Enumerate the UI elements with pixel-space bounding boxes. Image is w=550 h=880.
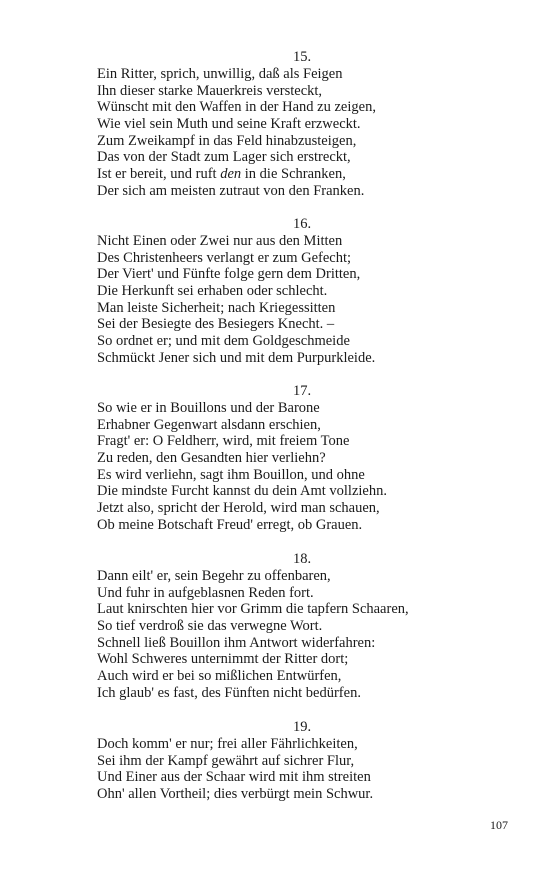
verse-line: So tief verdroß sie das verwegne Wort. (97, 618, 323, 635)
stanza-16 (97, 216, 517, 367)
verse-line: Laut knirschten hier vor Grimm die tapfern Schaaren, (97, 601, 409, 618)
verse-line: Sei ihm der Kampf gewährt auf sichrer Flur, (97, 752, 355, 769)
verse-line: Der Viert' und Fünfte folge gern dem Dritten, (97, 266, 361, 283)
stanza-number: 16. (292, 216, 312, 232)
verse-line: Das von der Stadt zum Lager sich erstreckt, (97, 149, 351, 166)
verse-line: Wünscht mit den Waffen in der Hand zu zeigen, (97, 99, 376, 116)
verse-line: So wie er in Bouillons und der Barone (97, 400, 320, 416)
page-number: 107 (490, 818, 508, 832)
stanza-18 (97, 551, 517, 702)
verse-line: Ohn' allen Vortheil; dies verbürgt mein Schwur. (97, 786, 374, 803)
verse-line: Zu reden, den Gesandten hier verliehn? (97, 450, 326, 467)
verse-line: Man leiste Sicherheit; nach Kriegessitten (97, 299, 336, 316)
verse-line: Ist er bereit, und ruft den in die Schranken, (97, 166, 346, 183)
verse-line: Und Einer aus der Schaar wird mit ihm streiten (97, 769, 371, 786)
verse-line: Doch komm' er nur; frei aller Fährlichkeiten, (97, 736, 358, 752)
verse-line: So ordnet er; und mit dem Goldgeschmeide (97, 333, 350, 350)
verse-line: Jetzt also, spricht der Herold, wird man schauen, (97, 500, 380, 517)
stanza-number: 17. (292, 383, 312, 399)
verse-line: Erhabner Gegenwart alsdann erschien, (97, 416, 321, 433)
verse-line: Zum Zweikampf in das Feld hinabzusteigen, (97, 132, 357, 149)
stanza-17 (97, 383, 517, 534)
verse-line: Und fuhr in aufgeblasnen Reden fort. (97, 584, 314, 601)
verse-line: Auch wird er bei so mißlichen Entwürfen, (97, 668, 342, 685)
verse-line: Dann eilt' er, sein Begehr zu offenbaren, (97, 568, 331, 584)
verse-line: Ich glaub' es fast, des Fünften nicht bedürfen. (97, 684, 361, 701)
verse-line: Des Christenheers verlangt er zum Gefecht; (97, 249, 352, 266)
verse-line: Wohl Schweres unternimmt der Ritter dort; (97, 651, 349, 668)
verse-line: Fragt' er: O Feldherr, wird, mit freiem Tone (97, 433, 350, 450)
verse-line: Wie viel sein Muth und seine Kraft erzweckt. (97, 116, 361, 133)
verse-line: Die mindste Furcht kannst du dein Amt vollziehn. (97, 483, 387, 500)
stanza-number: 19. (292, 719, 312, 735)
verse-line: Ob meine Botschaft Freud' erregt, ob Grauen. (97, 516, 363, 533)
verse-line: Nicht Einen oder Zwei nur aus den Mitten (97, 233, 343, 249)
stanza-number: 15. (292, 49, 312, 65)
verse-line: Schmückt Jener sich und mit dem Purpurkleide. (97, 349, 376, 366)
verse-line: Ihn dieser starke Mauerkreis versteckt, (97, 82, 323, 99)
stanza-19 (97, 719, 517, 803)
verse-line: Es wird verliehn, sagt ihm Bouillon, und ohne (97, 466, 365, 483)
verse-line: Schnell ließ Bouillon ihm Antwort widerfahren: (97, 634, 376, 651)
verse-line: Die Herkunft sei erhaben oder schlecht. (97, 283, 328, 300)
verse-line: Der sich am meisten zutraut von den Franken. (97, 182, 365, 199)
emphasized-word: den (220, 166, 242, 183)
stanza-15 (97, 49, 517, 200)
verse-line: Ein Ritter, sprich, unwillig, daß als Feigen (97, 66, 343, 82)
verse-line: Sei der Besiegte des Besiegers Knecht. – (97, 316, 335, 333)
stanza-number: 18. (292, 551, 312, 567)
